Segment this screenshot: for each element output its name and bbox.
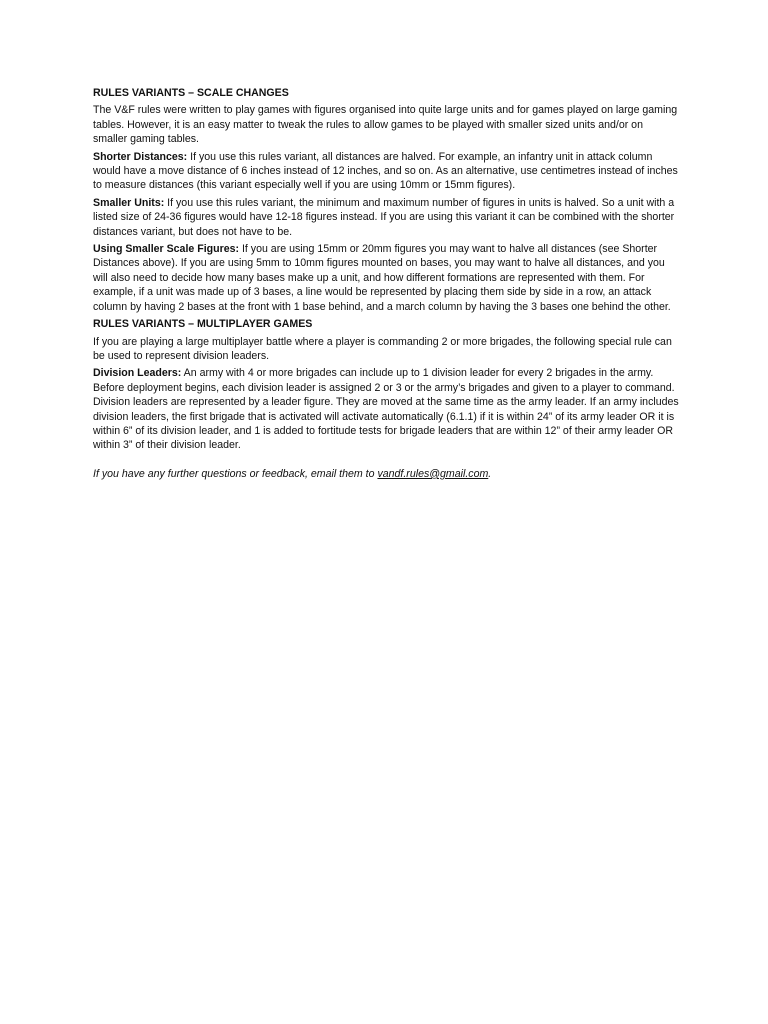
email-link[interactable]: vandf.rules@gmail.com [377, 467, 489, 480]
section-heading-multiplayer: RULES VARIANTS – MULTIPLAYER GAMES [93, 318, 313, 331]
shorter-distances-label: Shorter Distances: [93, 150, 188, 163]
smaller-scale-paragraph [93, 242, 679, 314]
shorter-distances-paragraph [93, 150, 679, 193]
document-page [93, 86, 679, 484]
shorter-distances-text: If you use this rules variant, all distances are halved. For example, an infantry unit in attack column would have a move distance of 6 inches instead of 12 inches, and so on. As an alternative, use centimetres instead of inches to measure distances (this variant especially well if you are using 10mm or 15mm figures). [93, 150, 678, 192]
scale-changes-intro: The V&F rules were written to play games with figures organised into quite large units and for games played on large gaming tables. However, it is an easy matter to tweak the rules to allow games to be played with smaller sized units and/or on smaller gaming tables. [93, 104, 678, 146]
section-heading-scale-changes: RULES VARIANTS – SCALE CHANGES [93, 87, 289, 99]
division-leaders-label: Division Leaders: [93, 367, 182, 380]
closing-note [93, 467, 679, 481]
closing-end: . [488, 467, 492, 480]
multiplayer-intro: If you are playing a large multiplayer battle where a player is commanding 2 or more brigades, the following special rule can be used to represent division leaders. [93, 335, 672, 362]
smaller-scale-text: If you are using 15mm or 20mm figures you may want to halve all distances (see Shorter Distances above). If you are using 5mm to 10mm figures mounted on bases, you may want to halve all distances, and you will also need to decide how many bases make up a unit, and how different formations are represented with them. For example, if a unit was made up of 3 bases, a line would be represented by placing them side by side in a row, an attack column by having 2 bases at the front with 1 base behind, and a march column by having the 3 bases one behind the other. [93, 243, 671, 313]
division-leaders-paragraph [93, 366, 679, 452]
smaller-units-paragraph [93, 196, 679, 239]
smaller-units-label: Smaller Units: [93, 196, 165, 209]
closing-text: If you have any further questions or feedback, email them to [93, 467, 378, 480]
smaller-units-text: If you use this rules variant, the minimum and maximum number of figures in units is halved. So a unit with a listed size of 24-36 figures would have 12-18 figures instead. If you are using this variant it can be combined with the shorter distances variant, but does not have to be. [93, 196, 675, 238]
division-leaders-text: An army with 4 or more brigades can include up to 1 division leader for every 2 brigades in the army. Before deployment begins, each division leader is assigned 2 or 3 or the army’s brigades and given to a player to command. Division leaders are represented by a leader figure. They are moved at the same time as the army leader. If an army includes division leaders, the first brigade that is activated will activate automatically (6.1.1) if it is within 24” of its army leader OR it is within 6” of its division leader, and 1 is added to fortitude tests for brigade leaders that are within 12” of their army leader OR within 3” of their division leader. [93, 367, 679, 452]
smaller-scale-label: Using Smaller Scale Figures: [93, 243, 240, 256]
